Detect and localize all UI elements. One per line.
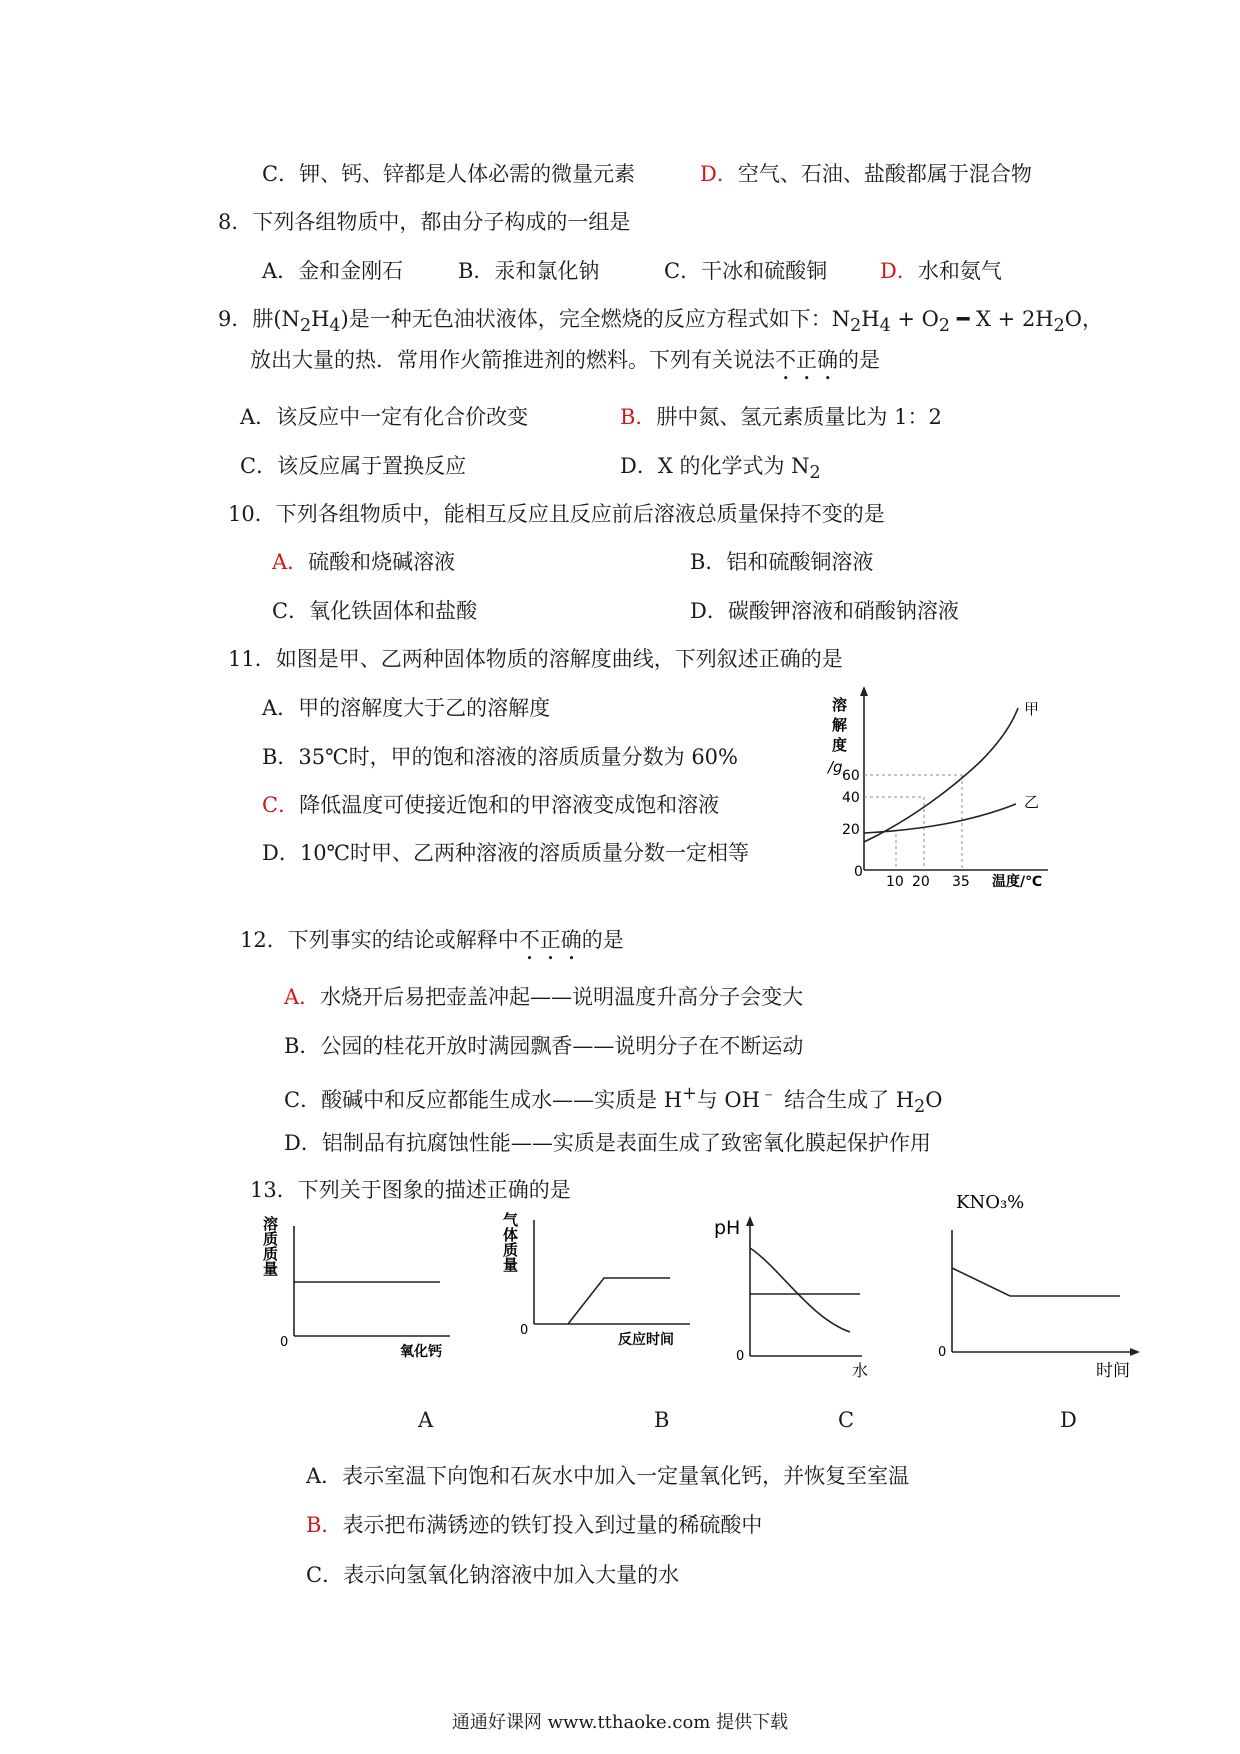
q13-graph-b (500, 1208, 700, 1358)
q11-option-a: A．甲的溶解度大于乙的溶解度 (262, 696, 551, 720)
q7-option-c: C．钾、钙、锌都是人体必需的微量元素 (262, 162, 636, 186)
ylabel-char-1: 溶 (832, 696, 848, 714)
xlabel: 温度/℃ (992, 874, 1043, 890)
graph-a-xlabel: 氧化钙 (400, 1344, 442, 1358)
q9-option-c: C．该反应属于置换反应 (240, 454, 467, 478)
graph-a-origin: 0 (280, 1335, 289, 1350)
q12-option-c: C．酸碱中和反应都能生成水——实质是 H+与 OH﹣ 结合生成了 $H_2O$ (284, 1084, 943, 1118)
label-yi: 乙 (1024, 793, 1040, 811)
label-jia: 甲 (1024, 700, 1040, 718)
xtick-20: 20 (912, 874, 930, 890)
ytick-40: 40 (842, 790, 860, 806)
ylabel-char-2: 解 (832, 716, 848, 734)
q13-option-b: B．表示把布满锈迹的铁钉投入到过量的稀硫酸中 (306, 1513, 763, 1537)
q9-stem-line2: 放出大量的热．常用作火箭推进剂的燃料。下列有关说法不正确的是 (250, 348, 880, 372)
graph-a-ylabel: 溶质质量 (261, 1216, 279, 1276)
q12-stem: 12．下列事实的结论或解释中不正确的是 (240, 928, 624, 952)
ylabel-unit: /g (828, 758, 843, 776)
q11-option-b: B．35℃时，甲的饱和溶液的溶质质量分数为 60% (262, 745, 738, 769)
ytick-20: 20 (842, 822, 860, 838)
graph-b-ylabel: 气体质量 (501, 1212, 519, 1272)
q13-graph-a (260, 1208, 460, 1358)
q12-option-b: B．公园的桂花开放时满园飘香——说明分子在不断运动 (284, 1034, 804, 1058)
q8-option-c: C．干冰和硫酸铜 (664, 259, 828, 283)
curve-yi (864, 804, 1016, 833)
q13-caption-b: B (654, 1408, 670, 1432)
graph-d-xlabel: 时间 (1096, 1361, 1130, 1380)
graph-d-origin: 0 (938, 1345, 947, 1360)
q13-stem: 13．下列关于图象的描述正确的是 (250, 1178, 571, 1202)
q12-option-d: D．铝制品有抗腐蚀性能——实质是表面生成了致密氧化膜起保护作用 (284, 1131, 931, 1155)
q11-option-c: C．降低温度可使接近饱和的甲溶液变成饱和溶液 (262, 793, 720, 817)
y-axis-arrow (860, 686, 868, 696)
q9-option-d: D．X 的化学式为 $N_2$ (620, 454, 821, 484)
q13-graph-c (710, 1208, 880, 1378)
graph-b-origin: 0 (520, 1323, 529, 1338)
q10-option-a: A．硫酸和烧碱溶液 (272, 550, 456, 574)
q11-solubility-chart (820, 680, 1060, 890)
q9-option-a: A．该反应中一定有化合价改变 (240, 405, 529, 429)
q9-stem: 9．肼$(N_2H_4)$是一种无色油状液体，完全燃烧的反应方程式如下：$N_2H_4 + O_2$ ━ $X + 2H_2O$， (218, 307, 1103, 337)
graph-c-ylabel: pH (714, 1217, 741, 1239)
ylabel-char-3: 度 (832, 736, 848, 754)
q10-option-c: C．氧化铁固体和盐酸 (272, 599, 478, 623)
q7-option-d: D．空气、石油、盐酸都属于混合物 (700, 162, 1032, 186)
graph-c-xlabel: 水 (852, 1361, 869, 1378)
graph-c-origin: 0 (736, 1349, 745, 1364)
graph-d-ylabel: KNO₃% (956, 1192, 1025, 1213)
q13-caption-a: A (418, 1408, 434, 1432)
q13-option-c: C．表示向氢氧化钠溶液中加入大量的水 (306, 1563, 680, 1587)
q13-option-a: A．表示室温下向饱和石灰水中加入一定量氧化钙，并恢复至室温 (306, 1464, 910, 1488)
q8-option-d: D．水和氨气 (880, 259, 1002, 283)
ytick-60: 60 (842, 768, 860, 784)
graph-b-line (568, 1278, 670, 1324)
xtick-35: 35 (952, 874, 970, 890)
graph-b-xlabel: 反应时间 (618, 1332, 674, 1348)
curve-jia (864, 708, 1018, 842)
q13-caption-d: D (1060, 1408, 1077, 1432)
xtick-10: 10 (886, 874, 904, 890)
q12-option-a: A．水烧开后易把壶盖冲起——说明温度升高分子会变大 (284, 985, 804, 1009)
q10-option-b: B．铝和硫酸铜溶液 (690, 550, 874, 574)
origin-label: 0 (854, 864, 863, 880)
q8-stem: 8．下列各组物质中，都由分子构成的一组是 (218, 210, 631, 234)
q10-option-d: D．碳酸钾溶液和硝酸钠溶液 (690, 599, 959, 623)
q8-option-a: A．金和金刚石 (262, 259, 404, 283)
graph-d-line (952, 1268, 1120, 1296)
q11-option-d: D．10℃时甲、乙两种溶液的溶质质量分数一定相等 (262, 841, 750, 865)
q13-graph-d (900, 1190, 1150, 1380)
page-footer: 通通好课网 www.tthaoke.com 提供下载 (451, 1712, 789, 1733)
q9-option-b: B．肼中氮、氢元素质量比为 1：2 (620, 405, 942, 429)
q8-option-b: B．汞和氯化钠 (458, 259, 600, 283)
q10-stem: 10．下列各组物质中，能相互反应且反应前后溶液总质量保持不变的是 (228, 502, 885, 526)
q13-caption-c: C (838, 1408, 855, 1432)
graph-c-curve (750, 1248, 850, 1332)
q11-stem: 11．如图是甲、乙两种固体物质的溶解度曲线，下列叙述正确的是 (228, 647, 843, 671)
